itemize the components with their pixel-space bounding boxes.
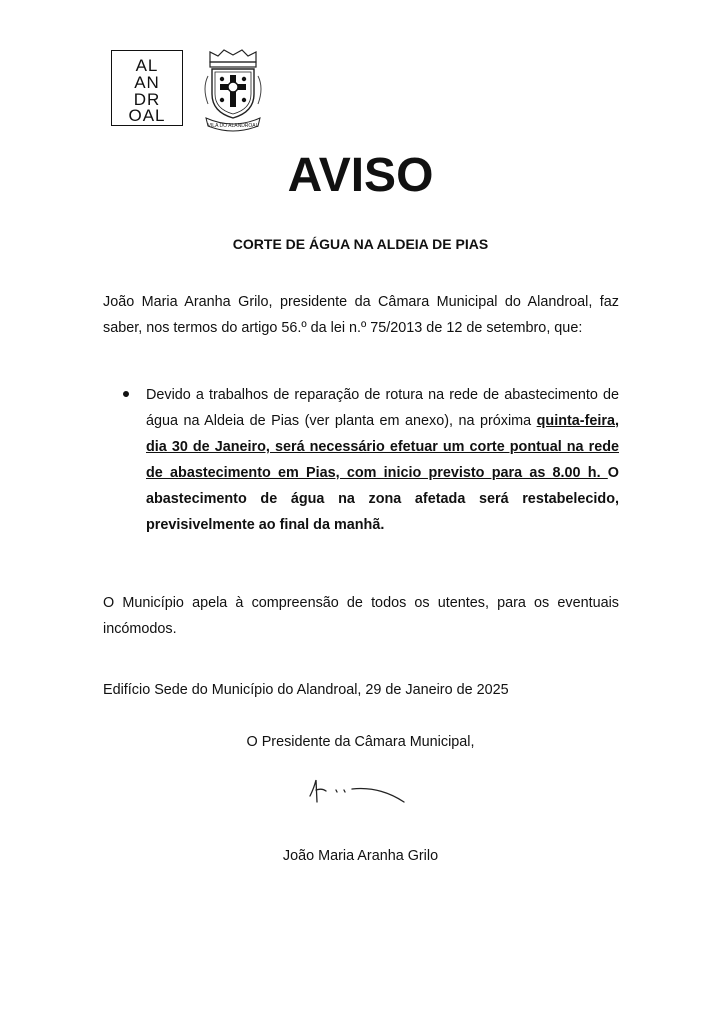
bullet-text-bold: O abastecimento de água na zona afetada será restabelecido, previsivelmente ao final da manhã. <box>146 465 619 533</box>
seal-ribbon-text: VILA DO ALANDROAL <box>207 123 259 129</box>
dateline: Edifício Sede do Município do Alandroal, 29 de Janeiro de 2025 <box>103 682 509 698</box>
signature-icon <box>300 772 420 812</box>
coat-of-arms-icon <box>200 48 266 132</box>
logo-text-line: AN <box>134 73 160 92</box>
bullet-text-plain: Devido a trabalhos de reparação de rotura na rede de abastecimento de água na Aldeia de Pias (ver planta em anexo), na próxima <box>146 387 619 429</box>
closing-paragraph: O Município apela à compreensão de todos os utentes, para os eventuais incómodos. <box>103 595 619 637</box>
logo-text-line: OAL <box>128 106 166 125</box>
signoff: O Presidente da Câmara Municipal, <box>246 734 475 750</box>
notice-title: AVISO <box>287 149 434 202</box>
municipality-logo <box>111 50 183 126</box>
bullet-icon <box>123 391 129 397</box>
signer-name: João Maria Aranha Grilo <box>282 848 439 864</box>
bullet-paragraph <box>146 382 619 538</box>
logo-text-line: DR <box>133 90 161 109</box>
bullet-text-underlined: quinta-feira, dia 30 de Janeiro, será necessário efetuar um corte pontual na rede de abastecimento em Pias, com inicio previsto para as 8.00 h. <box>146 413 619 481</box>
logo-text-line: AL <box>135 56 159 75</box>
notice-subtitle: CORTE DE ÁGUA NA ALDEIA DE PIAS <box>232 236 489 252</box>
intro-paragraph: João Maria Aranha Grilo, presidente da Câmara Municipal do Alandroal, faz saber, nos termos do artigo 56.º da lei n.º 75/2013 de 12 de setembro, que: <box>103 294 619 336</box>
